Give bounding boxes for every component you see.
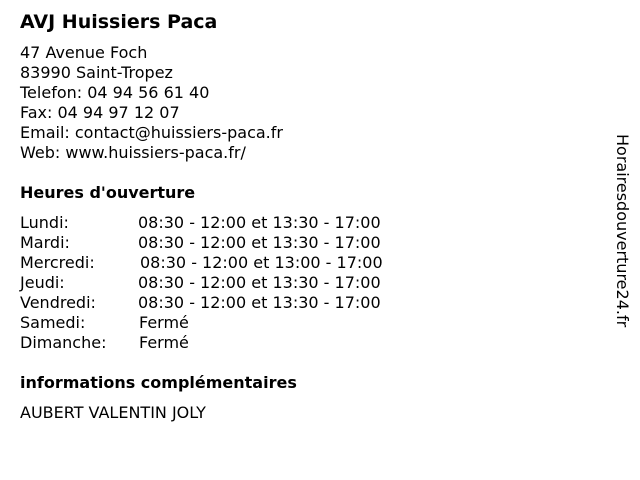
- day-hours: Fermé: [139, 333, 189, 352]
- web-line: Web: www.huissiers-paca.fr/: [20, 143, 246, 162]
- day-label: Jeudi:: [20, 273, 65, 292]
- watermark-text: Horairesdouverture24.fr: [613, 134, 632, 328]
- business-title: AVJ Huissiers Paca: [20, 11, 218, 33]
- address-line-1: 47 Avenue Foch: [20, 43, 148, 62]
- day-label: Samedi:: [20, 313, 86, 332]
- fax-line: Fax: 04 94 97 12 07: [20, 103, 180, 122]
- day-hours: 08:30 - 12:00 et 13:30 - 17:00: [138, 273, 381, 292]
- phone-line: Telefon: 04 94 56 61 40: [20, 83, 210, 102]
- day-label: Mercredi:: [20, 253, 95, 272]
- day-label: Lundi:: [20, 213, 69, 232]
- address-line-2: 83990 Saint-Tropez: [20, 63, 173, 82]
- contact-block: [20, 43, 283, 163]
- day-hours: Fermé: [139, 313, 189, 332]
- info-heading: informations complémentaires: [20, 373, 297, 392]
- day-label: Mardi:: [20, 233, 70, 252]
- day-hours: 08:30 - 12:00 et 13:30 - 17:00: [138, 293, 381, 312]
- day-label: Dimanche:: [20, 333, 107, 352]
- day-hours: 08:30 - 12:00 et 13:30 - 17:00: [138, 213, 381, 232]
- info-text: AUBERT VALENTIN JOLY: [20, 403, 206, 422]
- day-hours: 08:30 - 12:00 et 13:30 - 17:00: [138, 233, 381, 252]
- hours-heading: Heures d'ouverture: [20, 183, 196, 202]
- email-line: Email: contact@huissiers-paca.fr: [20, 123, 283, 142]
- day-label: Vendredi:: [20, 293, 96, 312]
- watermark: [612, 134, 632, 344]
- day-hours: 08:30 - 12:00 et 13:00 - 17:00: [140, 253, 383, 272]
